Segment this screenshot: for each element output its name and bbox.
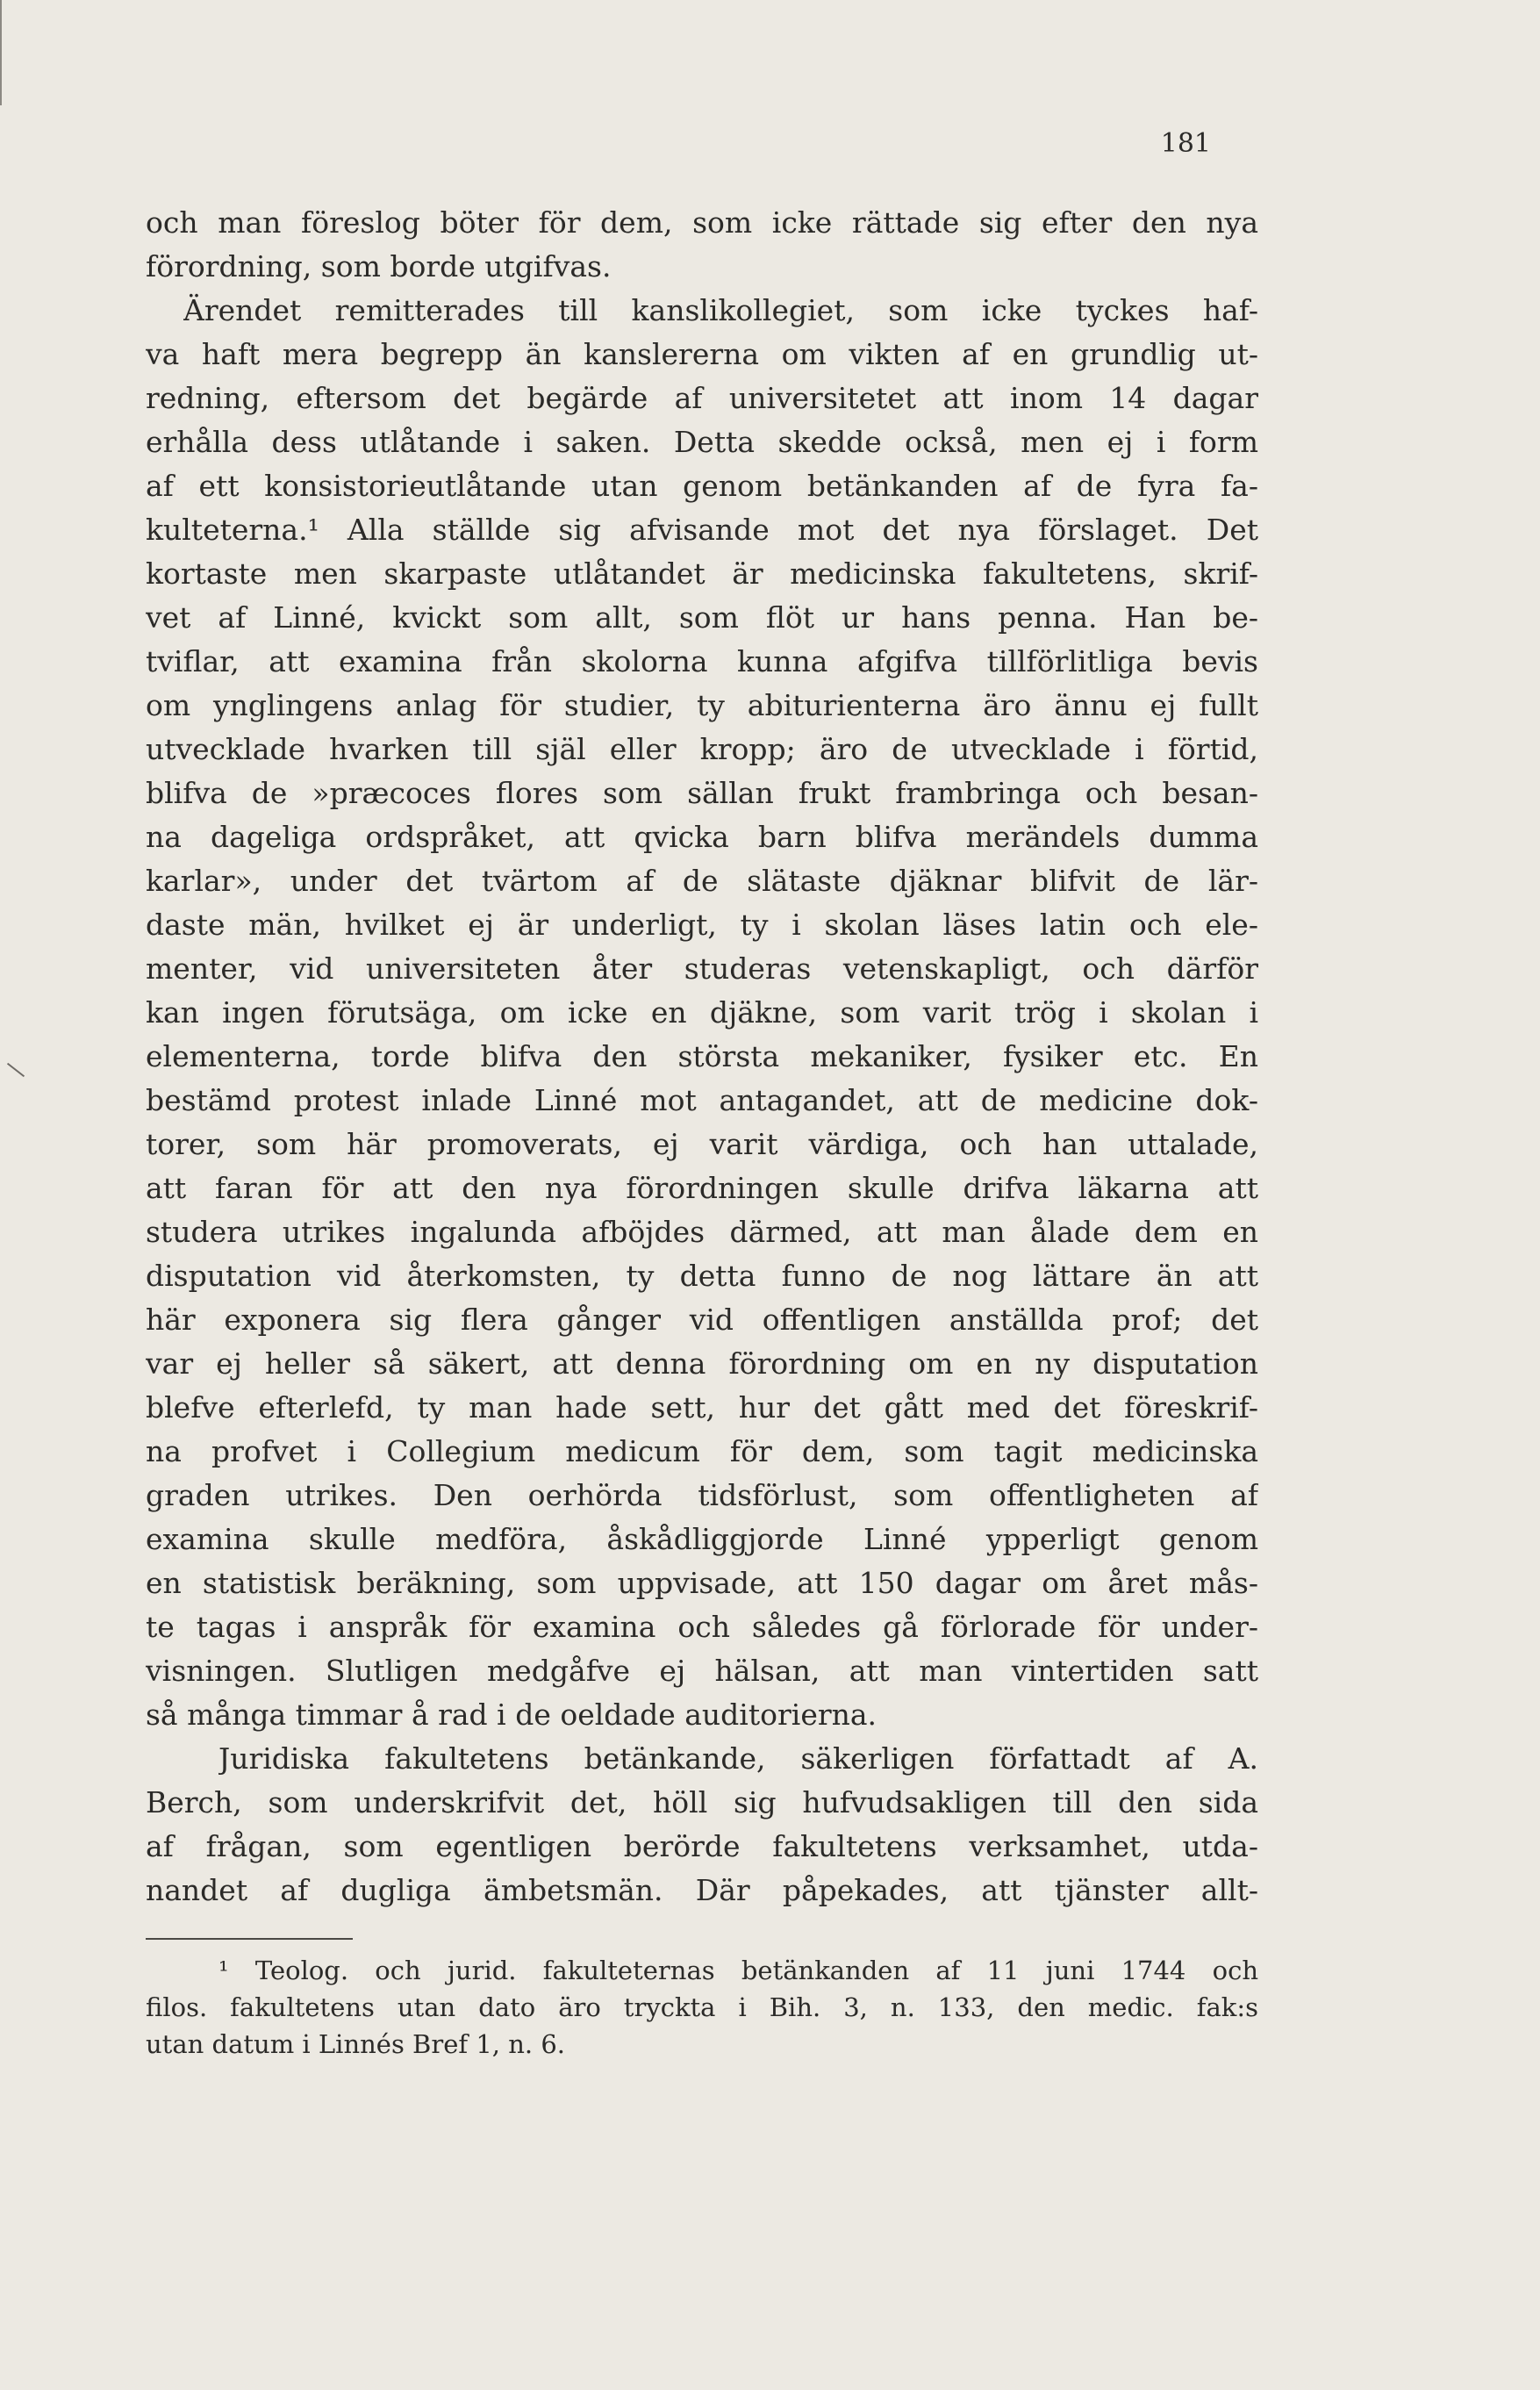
scan-artifact-mark [7, 1063, 25, 1077]
body-line: här exponera sig flera gånger vid offentligen anställda prof; det [146, 1303, 1258, 1337]
body-line: Juridiska fakultetens betänkande, säkerligen författadt af A. [218, 1741, 1258, 1776]
body-line: nandet af dugliga ämbetsmän. Där påpekades, att tjänster allt- [146, 1873, 1258, 1907]
body-line: om ynglingens anlag för studier, ty abiturienterna äro ännu ej fullt [146, 688, 1258, 722]
body-line: bestämd protest inlade Linné mot antagandet, att de medicine dok- [146, 1083, 1258, 1117]
body-line: te tagas i anspråk för examina och således gå förlorade för under- [146, 1610, 1258, 1644]
body-line: förordning, som borde utgifvas. [146, 249, 612, 283]
footnote-separator [146, 1938, 353, 1940]
body-line: disputation vid återkomsten, ty detta funno de nog lättare än att [146, 1259, 1258, 1293]
body-line: en statistisk beräkning, som uppvisade, att 150 dagar om året mås- [146, 1566, 1258, 1600]
body-line: kan ingen förutsäga, om icke en djäkne, som varit trög i skolan i [146, 995, 1258, 1030]
body-line: vet af Linné, kvickt som allt, som flöt ur hans penna. Han be- [146, 600, 1258, 635]
footnote-line: ¹ Teolog. och jurid. fakulteternas betänkanden af 11 juni 1744 och [218, 1956, 1258, 1985]
footnote-line: filos. fakultetens utan dato äro tryckta i Bih. 3, n. 133, den medic. fak:s [146, 1992, 1258, 2022]
body-line: utvecklade hvarken till själ eller kropp; äro de utvecklade i förtid, [146, 732, 1258, 766]
body-line: Ärendet remitterades till kanslikollegiet, som icke tyckes haf- [183, 293, 1258, 327]
body-line: redning, eftersom det begärde af universitetet att inom 14 dagar [146, 381, 1258, 415]
body-line: blefve efterlefd, ty man hade sett, hur det gått med det föreskrif- [146, 1390, 1258, 1425]
page-number: 181 [1160, 128, 1211, 159]
body-line: elementerna, torde blifva den största mekaniker, fysiker etc. En [146, 1039, 1258, 1073]
body-line: tviflar, att examina från skolorna kunna afgifva tillförlitliga bevis [146, 644, 1258, 678]
body-line: na profvet i Collegium medicum för dem, som tagit medicinska [146, 1434, 1258, 1468]
body-line: så många timmar å rad i de oeldade auditorierna. [146, 1697, 877, 1732]
scan-edge-mark [0, 0, 2, 105]
footnote-line: utan datum i Linnés Bref 1, n. 6. [146, 2029, 566, 2059]
body-line: torer, som här promoverats, ej varit värdiga, och han uttalade, [146, 1127, 1258, 1161]
body-line: kortaste men skarpaste utlåtandet är medicinska fakultetens, skrif- [146, 556, 1258, 591]
body-line: va haft mera begrepp än kanslererna om vikten af en grundlig ut- [146, 337, 1258, 371]
body-line: studera utrikes ingalunda afböjdes därmed, att man ålade dem en [146, 1215, 1258, 1249]
body-line: af frågan, som egentligen berörde fakultetens verksamhet, utda- [146, 1829, 1258, 1863]
body-line: blifva de »præcoces flores som sällan frukt frambringa och besan- [146, 776, 1258, 810]
body-line: menter, vid universiteten åter studeras vetenskapligt, och därför [146, 951, 1258, 986]
body-line: att faran för att den nya förordningen skulle drifva läkarna att [146, 1171, 1258, 1205]
body-line: kulteterna.¹ Alla ställde sig afvisande mot det nya förslaget. Det [146, 513, 1258, 547]
body-line: daste män, hvilket ej är underligt, ty i skolan läses latin och ele- [146, 908, 1258, 942]
body-line: var ej heller så säkert, att denna förordning om en ny disputation [146, 1346, 1258, 1381]
body-line: examina skulle medföra, åskådliggjorde Linné ypperligt genom [146, 1522, 1258, 1556]
body-line: af ett konsistorieutlåtande utan genom betänkanden af de fyra fa- [146, 469, 1258, 503]
body-line: och man föreslog böter för dem, som icke rättade sig efter den nya [146, 205, 1258, 240]
body-line: graden utrikes. Den oerhörda tidsförlust, som offentligheten af [146, 1478, 1258, 1512]
body-line: na dageliga ordspråket, att qvicka barn blifva merändels dumma [146, 820, 1258, 854]
body-line: Berch, som underskrifvit det, höll sig hufvudsakligen till den sida [146, 1785, 1258, 1819]
body-line: visningen. Slutligen medgåfve ej hälsan, att man vintertiden satt [146, 1654, 1258, 1688]
body-line: erhålla dess utlåtande i saken. Detta skedde också, men ej i form [146, 425, 1258, 459]
body-line: karlar», under det tvärtom af de slätaste djäknar blifvit de lär- [146, 864, 1258, 898]
